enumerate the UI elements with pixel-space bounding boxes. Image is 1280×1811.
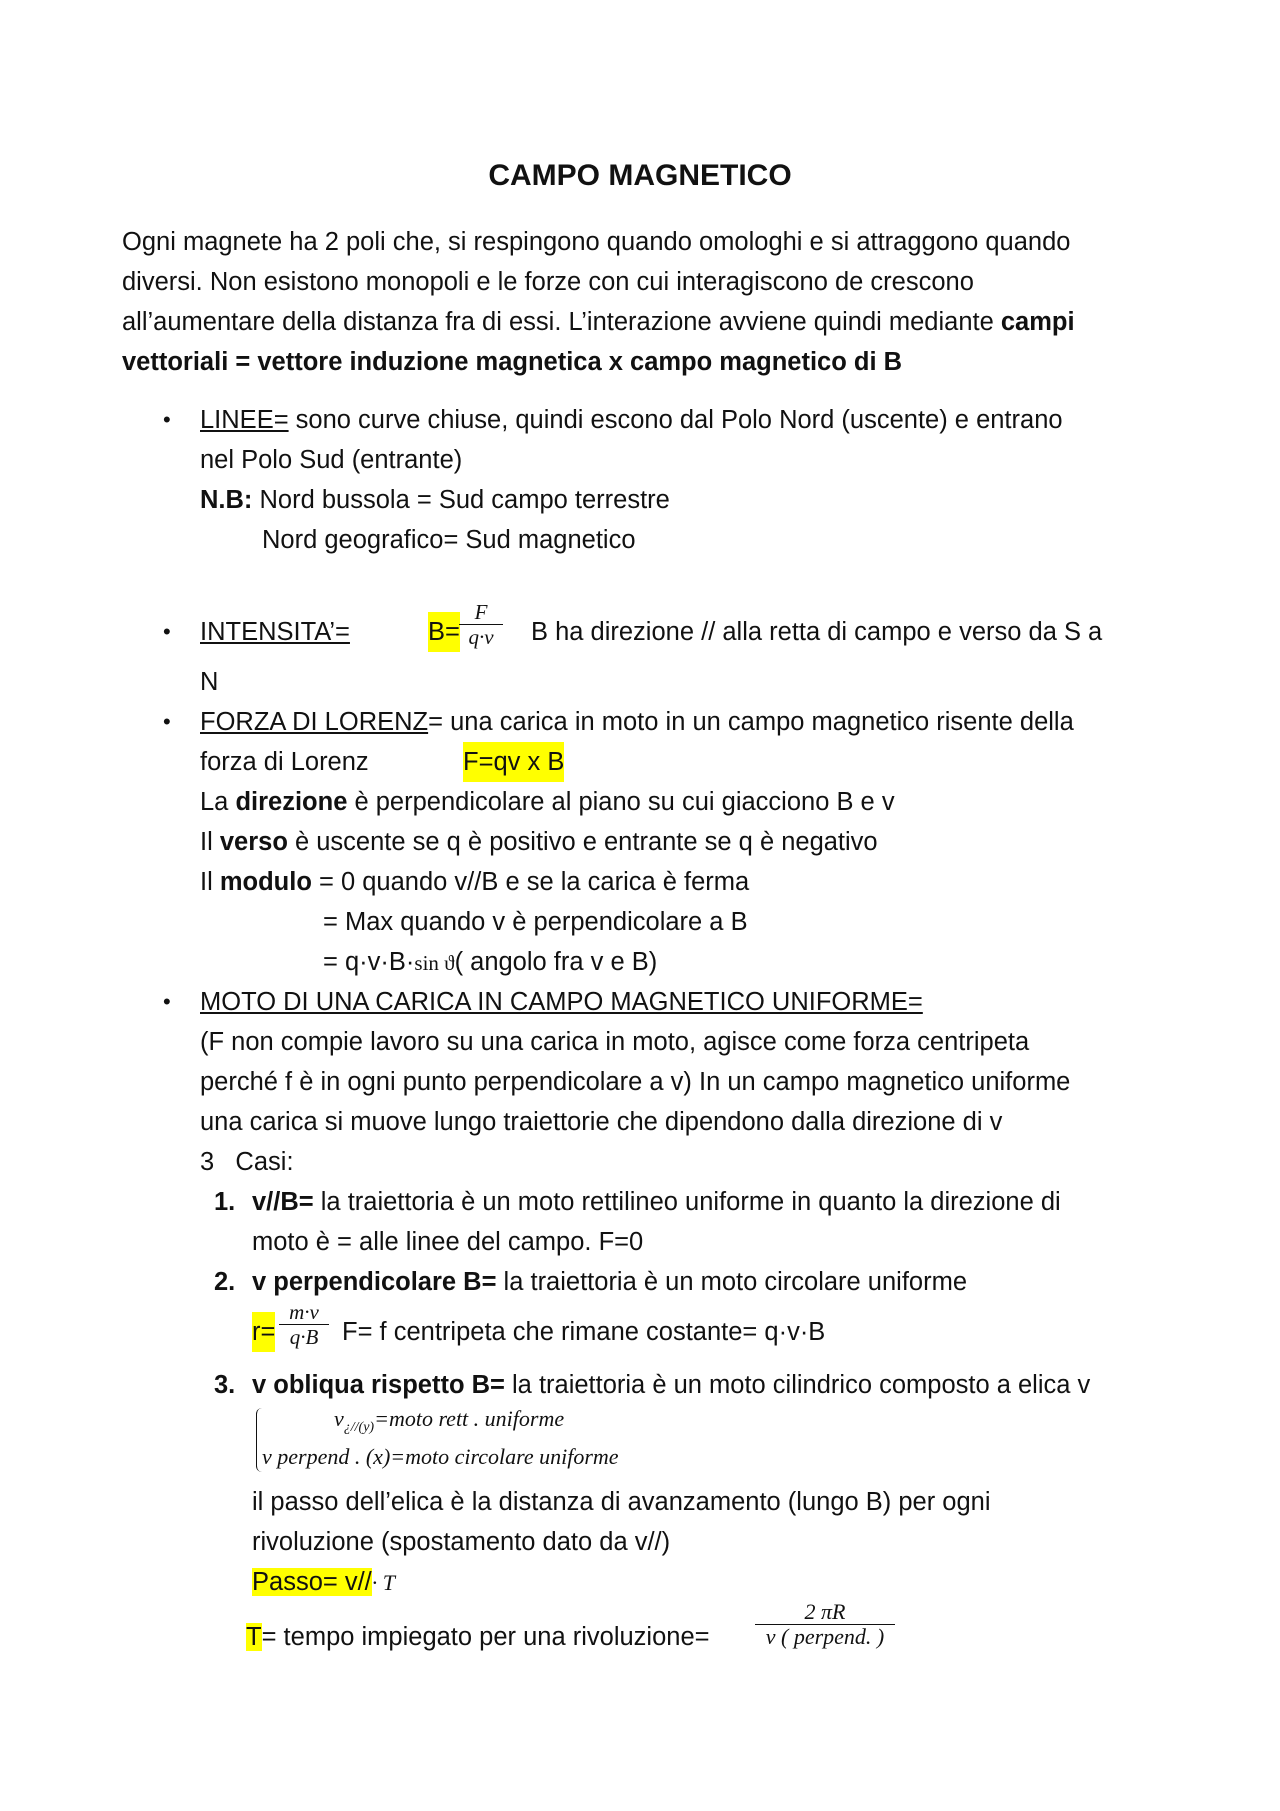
lorenz-modulo	[200, 862, 749, 902]
intro-line-1: Ogni magnete ha 2 poli che, si respingono quando omologhi e si attraggono quando	[122, 228, 1071, 256]
system-line-1	[334, 1404, 564, 1443]
text-span: la traiettoria è un moto rettilineo uniforme in quanto la direzione di	[313, 1188, 1061, 1216]
bullet-icon: •	[163, 709, 171, 734]
moto-casi: 3 Casi:	[200, 1148, 294, 1176]
fraction-numerator: 2 πR	[804, 1599, 846, 1624]
case-1-line-1	[252, 1182, 1061, 1222]
linee-line-2: nel Polo Sud (entrante)	[200, 446, 463, 474]
bold-span: v perpendicolare B=	[252, 1268, 497, 1296]
math-span: sin ϑ	[414, 951, 455, 975]
intro-line-3	[122, 302, 1075, 342]
nb-label: N.B:	[200, 486, 253, 514]
moto-line-1: (F non compie lavoro su una carica in moto, agisce come forza centripeta	[200, 1028, 1030, 1056]
period-label: T	[246, 1623, 262, 1651]
lorenz-line-1	[200, 702, 1074, 742]
math-span: v	[334, 1406, 344, 1431]
text-span: = tempo impiegato per una rivoluzione=	[261, 1623, 710, 1651]
text-span: ( angolo fra v e B)	[454, 948, 658, 976]
period-fraction	[755, 1600, 895, 1649]
lorenz-line-2: forza di Lorenz	[200, 748, 369, 776]
passo-line-1: il passo dell’elica è la distanza di avanzamento (lungo B) per ogni	[252, 1488, 991, 1516]
text-span: = q·v·B·	[323, 948, 415, 976]
case-3-line-1	[252, 1365, 1090, 1405]
intensita-formula-lhs: B=	[428, 612, 460, 652]
intro-text: all’aumentare della distanza fra di essi. L’interazione avviene quindi mediante	[122, 308, 1001, 336]
bold-span: direzione	[235, 788, 348, 816]
intro-line-4: vettoriali = vettore induzione magnetica x campo magnetico di B	[122, 348, 903, 376]
bullet-icon: •	[163, 989, 171, 1014]
case-2-line-1	[252, 1262, 967, 1302]
text-span: è perpendicolare al piano su cui giacciono B e v	[347, 788, 895, 816]
intensita-fraction	[459, 600, 503, 649]
subscript-span: ¿//(y)	[343, 1420, 375, 1435]
text-span: la traiettoria è un moto circolare uniforme	[496, 1268, 968, 1296]
intro-bold-text: campi	[1000, 308, 1075, 336]
case-3-number: 3.	[214, 1371, 236, 1399]
lorenz-modulo-eq	[323, 942, 657, 983]
fraction-denominator: v ( perpend. )	[765, 1624, 885, 1649]
case-2-fraction	[279, 1300, 329, 1349]
linee-label: LINEE=	[200, 406, 289, 434]
text-span: è uscente se q è positivo e entrante se q è negativo	[287, 828, 878, 856]
lorenz-modulo-max: = Max quando v è perpendicolare a B	[323, 908, 748, 936]
lorenz-verso	[200, 822, 878, 862]
bullet-icon: •	[163, 407, 171, 432]
bold-span: modulo	[219, 868, 312, 896]
math-span: · T	[371, 1570, 396, 1595]
linee-line-1	[200, 400, 1063, 440]
text-span: La	[200, 788, 236, 816]
case-2-formula-lhs: r=	[252, 1312, 275, 1352]
text-span: la traiettoria è un moto cilindrico composto a elica v	[504, 1371, 1091, 1399]
text-span: Il	[200, 828, 220, 856]
bold-span: v obliqua rispetto B=	[252, 1371, 505, 1399]
nb-line-1	[200, 480, 670, 520]
intensita-text-cont: N	[200, 668, 219, 696]
case-1-number: 1.	[214, 1188, 236, 1216]
math-span: =moto rett . uniforme	[374, 1406, 565, 1431]
lorenz-text: = una carica in moto in un campo magnetico risente della	[428, 708, 1074, 736]
lorenz-label: FORZA DI LORENZ	[200, 708, 429, 736]
fraction-denominator: q·v	[468, 625, 494, 649]
intensita-text: B ha direzione // alla retta di campo e verso da S a	[531, 618, 1103, 646]
passo-line-2: rivoluzione (spostamento dato da v//)	[252, 1528, 671, 1556]
page-title: CAMPO MAGNETICO	[488, 159, 792, 192]
system-line-2: v perpend . (x)=moto circolare uniforme	[262, 1444, 619, 1469]
lorenz-formula: F=qv x B	[463, 742, 564, 782]
text-span: = 0 quando v//B e se la carica è ferma	[311, 868, 750, 896]
passo-formula: Passo= v//	[252, 1568, 372, 1596]
nb-line-2: Nord geografico= Sud magnetico	[262, 526, 636, 554]
linee-text: sono curve chiuse, quindi escono dal Polo Nord (uscente) e entrano	[288, 406, 1063, 434]
lorenz-direzione	[200, 782, 895, 822]
nb-text: Nord bussola = Sud campo terrestre	[252, 486, 670, 514]
intro-line-2: diversi. Non esistono monopoli e le forze con cui interagiscono de crescono	[122, 268, 974, 296]
fraction-numerator: F	[474, 600, 488, 624]
case-1-line-2: moto è = alle linee del campo. F=0	[252, 1228, 644, 1256]
moto-label: MOTO DI UNA CARICA IN CAMPO MAGNETICO UNIFORME=	[200, 988, 923, 1016]
case-2-number: 2.	[214, 1268, 236, 1296]
bullet-icon: •	[163, 619, 171, 644]
moto-line-3: una carica si muove lungo traiettorie che dipendono dalla direzione di v	[200, 1108, 1003, 1136]
bold-span: verso	[219, 828, 288, 856]
bold-span: v//B=	[252, 1188, 314, 1216]
passo-formula-line	[252, 1562, 395, 1603]
period-line	[246, 1617, 710, 1657]
moto-line-2: perché f è in ogni punto perpendicolare a v) In un campo magnetico uniforme	[200, 1068, 1071, 1096]
fraction-numerator: m·v	[289, 1300, 319, 1324]
case-2-formula-text: F= f centripeta che rimane costante= q·v·B	[342, 1318, 826, 1346]
fraction-denominator: q·B	[289, 1325, 319, 1349]
intensita-label: INTENSITA’=	[200, 618, 350, 646]
text-span: Il	[200, 868, 220, 896]
